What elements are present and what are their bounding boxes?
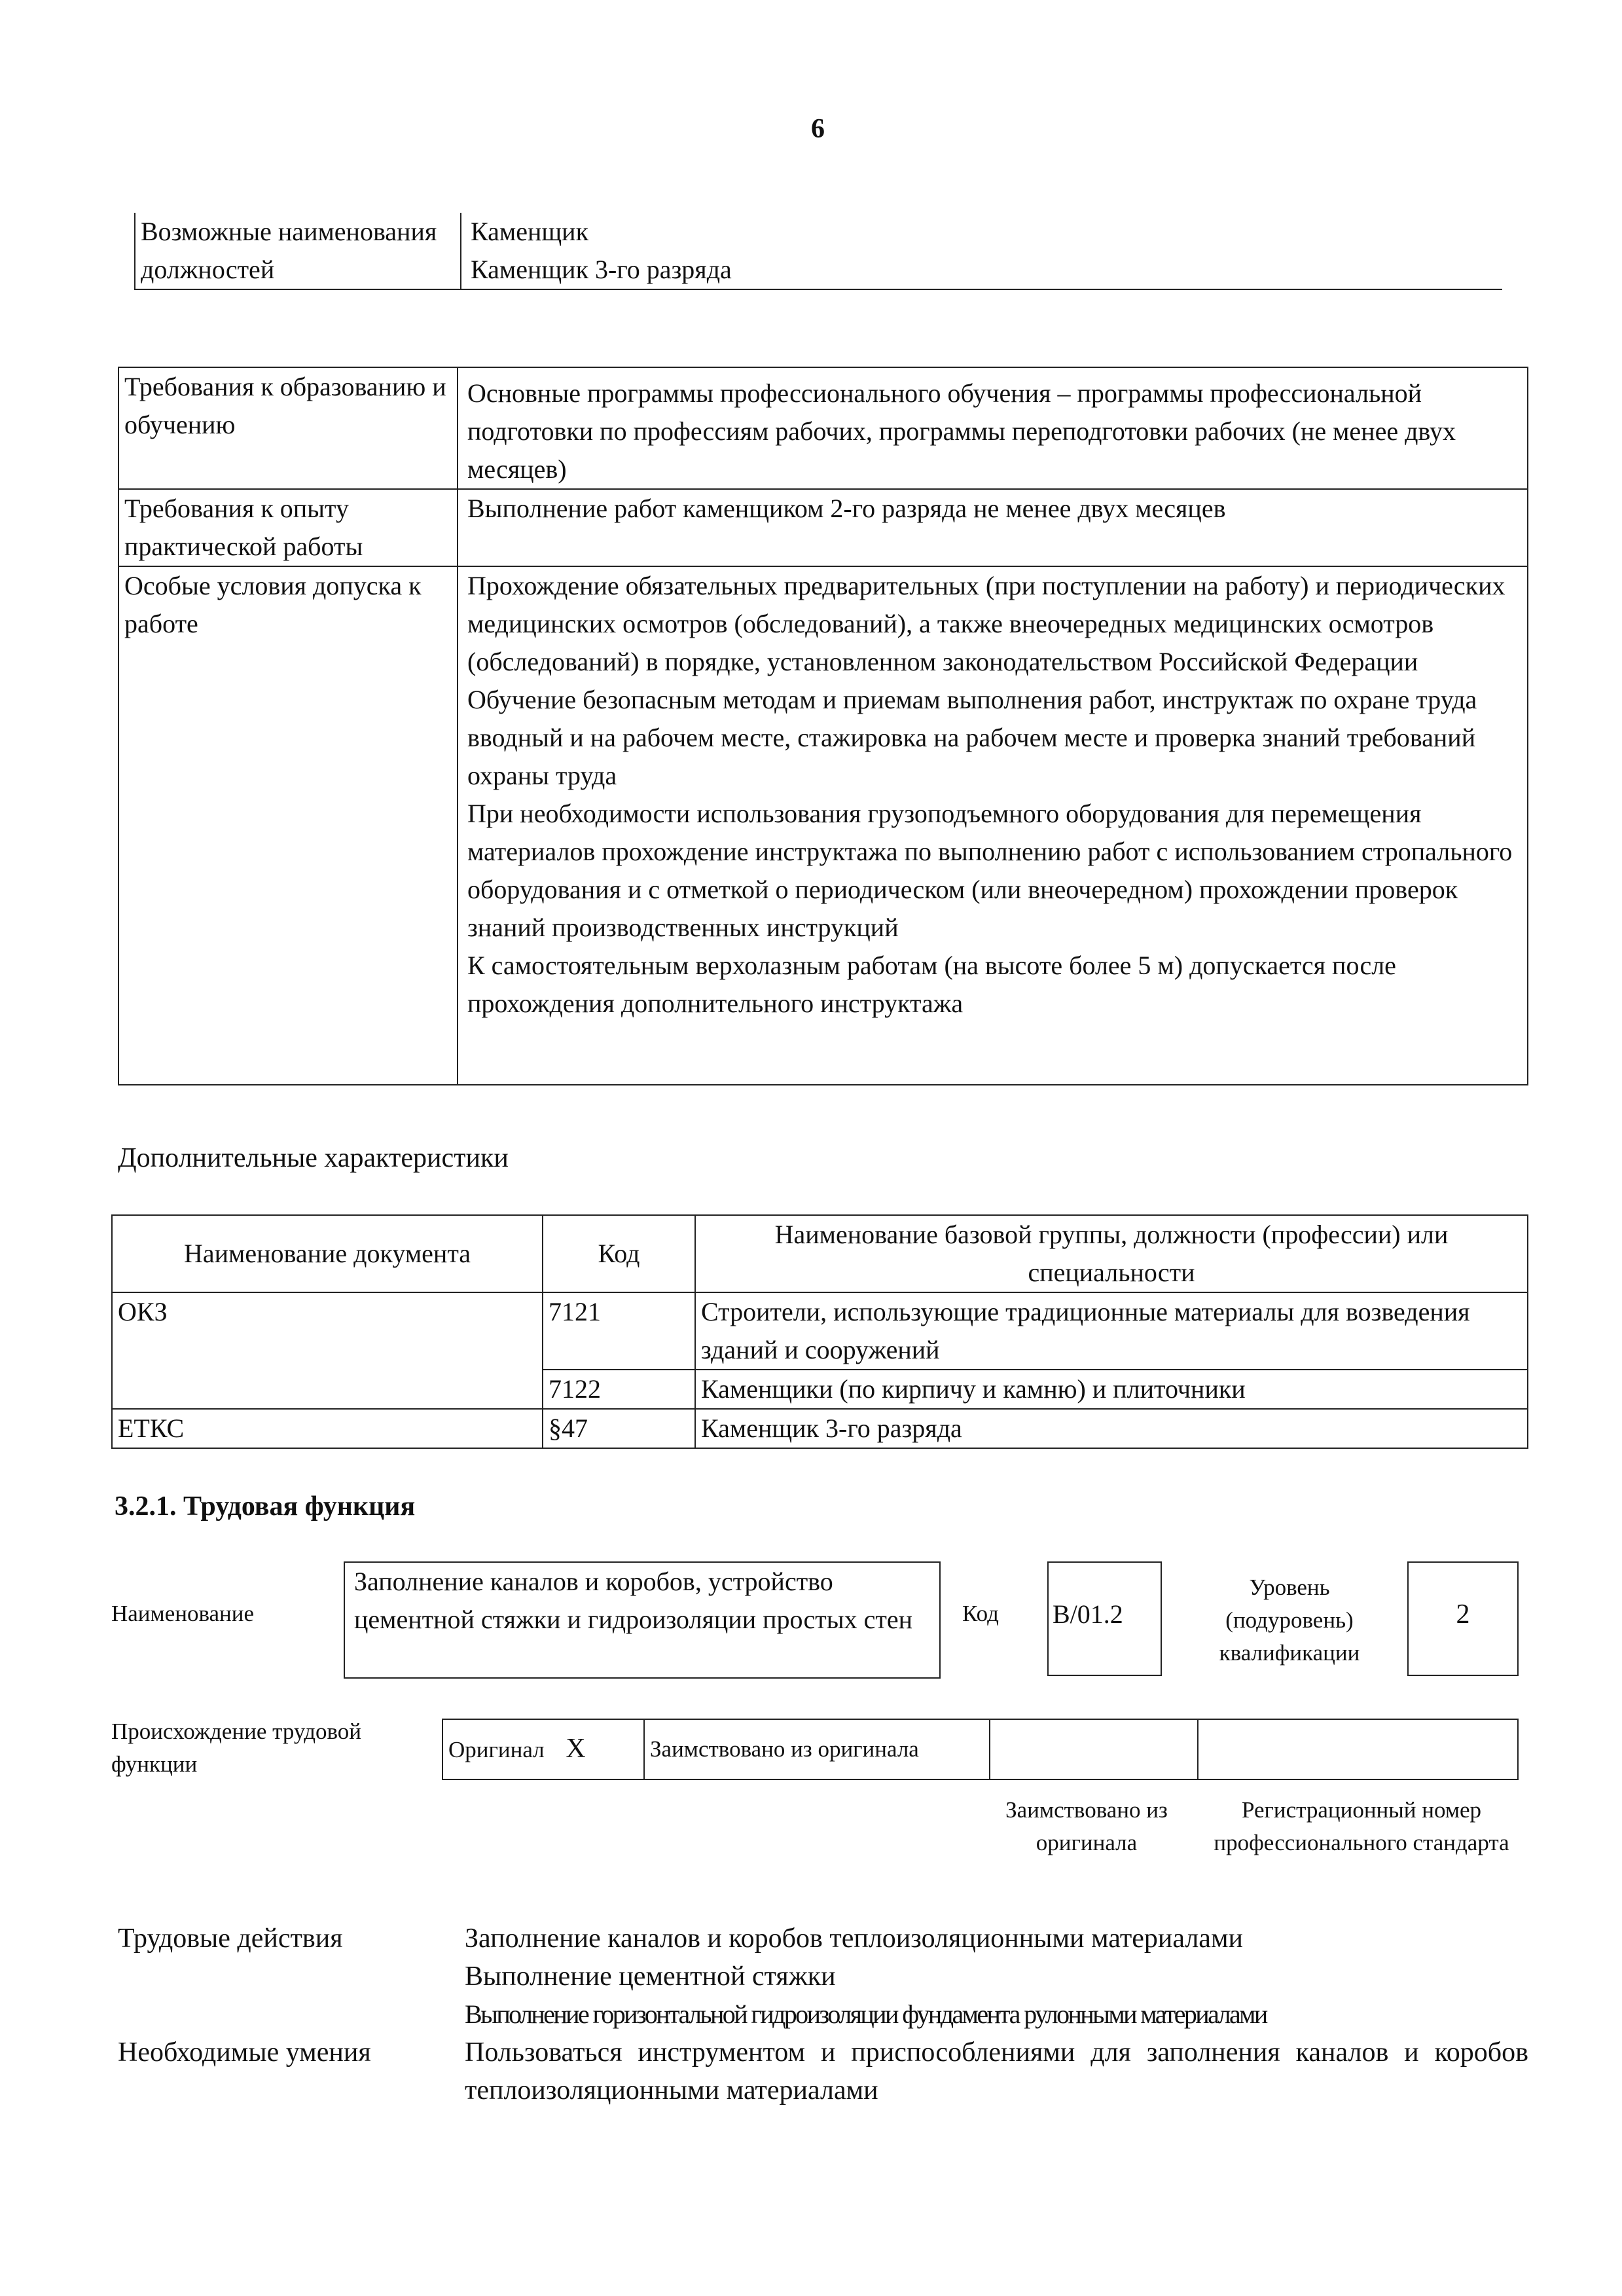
req-edu-label: Требования к образованию и обучению [118,367,458,489]
origin-borrowed-cell [990,1719,1198,1779]
cell-doc: ЕТКС [112,1409,543,1448]
req-special-item: При необходимости использования грузоподъемного оборудования для перемещения материалов прохождение инструктажа по выполнению работ с использованием стропального оборудования и с отметкой о периодическом (или внеочередном) прохождении проверок знаний производственных инструкций [467,799,1513,942]
col-header-code: Код [543,1215,695,1292]
req-special-item: Обучение безопасным методам и приемам выполнения работ, инструктаж по охране труда вводный и на рабочем месте, стажировка на рабочем месте и проверка знаний требований охраны труда [467,685,1477,790]
caption-regnum: Регистрационный номер профессионального стандарта [1214,1797,1509,1855]
additional-heading: Дополнительные характеристики [118,1143,509,1173]
positions-table [134,213,1502,290]
req-edu-text: Основные программы профессионального обучения – программы профессиональной подготовки по профессиям рабочих, программы переподготовки рабочих (не менее двух месяцев) [458,367,1528,489]
page-number: 6 [811,114,825,144]
skills-item: Пользоваться инструментом и приспособлениями для заполнения каналов и коробов теплоизоляционными материалами [465,2037,1528,2105]
additional-table [111,1214,1528,1449]
positions-label: Возможные наименования должностей [135,213,461,289]
table-row [112,1409,1528,1448]
origin-borrowed: Заимствовано из оригинала [644,1719,990,1779]
function-level-value: 2 [1407,1561,1519,1676]
action-item: Выполнение цементной стяжки [465,1961,836,1992]
actions-label: Трудовые действия [118,1923,343,1954]
origin-mark: X [566,1734,586,1764]
req-exp-text: Выполнение работ каменщиком 2-го разряда не менее двух месяцев [458,489,1528,566]
skills-label: Необходимые умения [118,2037,371,2068]
cell-code: 7121 [543,1292,695,1370]
req-special-item: К самостоятельным верхолазным работам (на высоте более 5 м) допускается после прохождения дополнительного инструктажа [467,951,1396,1018]
requirements-table [118,367,1528,1085]
action-item: Заполнение каналов и коробов теплоизоляционными материалами [465,1923,1244,1954]
function-name-label: Наименование [111,1601,255,1626]
cell-code: §47 [543,1409,695,1448]
req-exp-label: Требования к опыту практической работы [118,489,458,566]
origin-regnum-cell [1198,1719,1518,1779]
cell-code: 7122 [543,1370,695,1409]
position-item: Каменщик [471,217,589,246]
function-code-label: Код [962,1601,999,1626]
position-item: Каменщик 3-го разряда [471,255,732,284]
origin-label: Происхождение трудовой функции [111,1719,362,1777]
origin-original: Оригинал [448,1737,545,1762]
req-special-item: Прохождение обязательных предварительных (при поступлении на работу) и периодических медицинских осмотров (обследований), а также внеочередных медицинских осмотров (обследований) в порядке, установленном законодательством Российской Федерации [467,571,1505,676]
cell-doc: ОКЗ [112,1292,543,1409]
caption-borrowed: Заимствовано из оригинала [1005,1797,1168,1855]
function-code-value: B/01.2 [1047,1561,1162,1676]
cell-name: Каменщики (по кирпичу и камню) и плиточники [695,1370,1528,1409]
table-row [112,1292,1528,1370]
function-heading: 3.2.1. Трудовая функция [115,1491,416,1522]
function-name-value: Заполнение каналов и коробов, устройство цементной стяжки и гидроизоляции простых стен [344,1561,941,1679]
req-special-label: Особые условия допуска к работе [118,566,458,1085]
col-header-doc: Наименование документа [112,1215,543,1292]
cell-name: Каменщик 3-го разряда [695,1409,1528,1448]
action-item: Выполнение горизонтальной гидроизоляции фундамента рулонными материалами [465,1999,1267,2029]
origin-table [442,1719,1519,1780]
cell-name: Строители, использующие традиционные материалы для возведения зданий и сооружений [695,1292,1528,1370]
col-header-name: Наименование базовой группы, должности (профессии) или специальности [695,1215,1528,1292]
function-level-label: Уровень (подуровень) квалификации [1219,1575,1360,1666]
